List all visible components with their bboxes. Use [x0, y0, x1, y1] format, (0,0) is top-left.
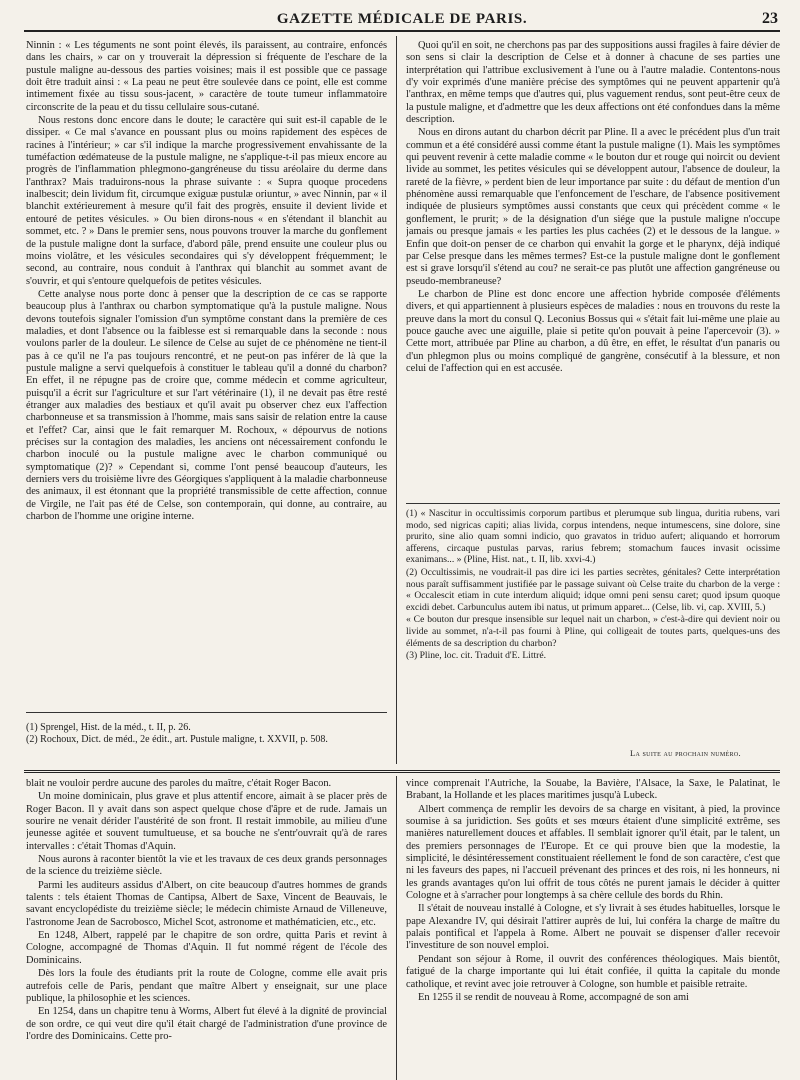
column-divider: [396, 776, 397, 1080]
footnote: (1) « Nascitur in occultissimis corporum partibus et plerumque sub lingua, duritia rubens, vari modo, sed nigricas capiti; alias livida, corpus intendens, neque intumescens, sine dolore, sine prurito, sine alio quam somni indicio, quo gravatos in triduo aufert; aliquando et horrorum afferens, circaque pustulas parvas, rarius febrem; stomachum fauces invasit ocissime exanimans... » (Pline, Hist. nat., t. II, lib. xxvi-4.): [406, 508, 780, 566]
footnote: (1) Sprengel, Hist. de la méd., t. II, p. 26.: [26, 722, 191, 733]
paragraph: Quoi qu'il en soit, ne cherchons pas par des suppositions aussi fragiles à faire dévier de son sens si clair la description de Celse et à donner à chacune de ses parties une interprétation qui l'attribue exclusivement à l'une ou à l'autre maladie. Contentons-nous d'y voir exprimés d'une manière précise des symptômes qui ne peuvent appartenir qu'à l'anthrax, en même temps que d'autres qui, plus vaguement rendus, sont peut-être ceux de la pustule maligne, et d'admettre que les deux affections ont été confondues dans la même description.: [406, 40, 780, 126]
paragraph: Nous restons donc encore dans le doute; le caractère qui suit est-il capable de le dissiper. « Ce mal s'avance en poussant plus ou moins rapidement des espèces de racines à l'intérieur; » car s'il indique la marche progressivement envahissante de la tuméfaction œdémateuse de la pustule maligne, ne s'applique-t-il pas mieux encore au progrès de l'inflammation phlegmono-gangréneuse du tissu aréolaire du derme dans l'anthrax? Mais traduirons-nous la phrase suivante : « Supra quoque procedens inalbescit; dein lividum fit, circumque exiguæ pustulæ oriuntur, » avec Ninnin, par « il blanchit extérieurement à mesure qu'il fait des progrès, ensuite il devient livide et entouré de petites vésicules. » Ou bien dirons-nous « en s'étendant il blanchit au sommet, etc. ? » Dans le premier sens, nous pouvons trouver la marche du gonflement de la pustule maligne dont la surface, d'abord pâle, prend ensuite une couleur plus ou moins violâtre, et les vésicules secondaires qui s'y développent fréquemment; le second, au contraire, nous conduit à l'anthrax qui blanchit au sommet avant de s'ouvrir, et qui s'entoure quelquefois de petites vésicules.: [26, 115, 387, 287]
paragraph: Albert commença de remplir les devoirs de sa charge en visitant, à pied, la province soumise à sa juridiction. Ses goûts et ses mœurs étaient d'une simplicité extrême, ses manières naturellement douces et affables. Il semblait ignorer qu'il était, par le talent, un des premiers personnages de l'Europe. Et ce qui prouve bien que la modestie, la simplicité, le désintéressement constituaient réellement le fond de son caractère, c'est que ni les faveurs des papes, ni l'accueil prévenant des princes et des rois, ni les honneurs, ni les grands avantages qu'on lui offrit de tous côtés ne purent jamais le décider à quitter Cologne et à s'arracher pour longtemps à sa chère cellule des bords du Rhin.: [406, 803, 780, 902]
footnotes-right: [406, 508, 780, 758]
paragraph: Nous aurons à raconter bientôt la vie et les travaux de ces deux grands personnages de la science du treizième siècle.: [26, 854, 387, 878]
footnote: « Ce bouton dur presque insensible sur lequel nait un charbon, » c'est-à-dire qui devient noir ou livide au sommet, n'a-t-il pas fourni à Pline, qui colligeait de toutes parts, quelques-uns des éléments de sa description du charbon?: [406, 614, 780, 649]
paragraph: Ninnin : « Les téguments ne sont point élevés, ils paraissent, au contraire, enfoncés dans les chairs, » car on y trouverait la dépression si fréquente de l'eschare de la pustule maligne au-dessous des parties voisines; mais il est possible que ce passage doit être traduit ainsi : « La peau ne peut être soulevée dans ce point, elle est comme intimement fixée au tissu sous-jacent, » caractère de toute tumeur inflammatoire circonscrite de la peau et du tissu cellulaire sous-cutané.: [26, 40, 387, 113]
footnote: (2) Rochoux, Dict. de méd., 2e édit., art. Pustule maligne, t. XXVII, p. 508.: [26, 734, 328, 746]
feuilleton-divider: [24, 770, 780, 773]
paragraph: Nous en dirons autant du charbon décrit par Pline. Il a avec le précédent plus d'un trait commun et a été considéré aussi comme étant la pustule maligne (1). Mais les symptômes qui peuvent revenir à cette maladie comme « le bouton dur et rouge qui noircit ou devient livide au sommet, les petites vésicules qui se développent autour, l'absence de douleur, la rareté de la fièvre, » perdent bien de leur importance par suite : du défaut de mention d'un phénomène aussi remarquable que l'enfoncement de l'eschare, de l'absence positivement indiquée de plusieurs symptômes aussi constants que ceux qui précèdent comme « le gonflement, le prurit; » de la désignation d'un siége que la pustule maligne n'occupe jamais ou presque jamais « les parties les plus cachées (2) et le dessous de la langue. » Enfin que doit-on penser de ce charbon qui envahit la gorge et le pharynx, déjà indiqué par Celse presque dans les mêmes termes? Est-ce la pustule maligne dont le gonflement est si grave lorsqu'il s'étend au cou? ne serait-ce pas plutôt une affection gangréneuse ou pseudo-membraneuse?: [406, 127, 780, 287]
paragraph: Cette analyse nous porte donc à penser que la description de ce cas se rapporte beaucoup plus à l'anthrax ou charbon symptomatique qu'à la pustule maligne. Nous devons toutefois signaler l'omission d'un symptôme constant dans la première de ces maladies, et dont l'absence ou la faiblesse est si remarquable dans la seconde : nous voulons parler de la douleur. Le silence de Celse au sujet de ce phénomène ne tient-il pas à ce qu'il ne l'a pas toujours rencontré, et ne peut-on pas inférer de là que la pustule maligne a servi quelquefois à constituer le tableau qu'il a donné du charbon? En effet, il ne répugne pas de croire que, comme médecin et comme agriculteur, puisqu'il a écrit sur l'agriculture et sur l'art vétérinaire (1), il ne devait pas être resté étranger aux maladies des bestiaux et qu'il avait pu observer chez eux l'affection charbonneuse et sa transmission à l'homme, mais sans saisir de relation entre la cause et l'effet? Car, ainsi que le fait remarquer M. Rochoux, « dépourvus de notions précises sur la contagion des maladies, les anciens ont nécessairement confondu le charbon inoculé ou la pustule maligne avec le charbon communiqué ou symptomatique (2)? » Cependant si, comme l'ont pensé beaucoup d'auteurs, les derniers vers du troisième livre des Géorgiques s'appliquent à la maladie charbonneuse des animaux, il est étonnant que la propriété transmissible de cette affection, connue de Virgile, ne l'ait pas été de Celse, son contemporain, qui donne, au contraire, au charbon de l'homme une origine interne.: [26, 288, 387, 523]
bottom-right-column: [406, 778, 780, 1078]
paragraph: vince comprenait l'Autriche, la Souabe, la Bavière, l'Alsace, la Saxe, le Palatinat, le Brabant, la Hollande et les places maritimes jusqu'à Lubeck.: [406, 778, 780, 802]
paragraph: Le charbon de Pline est donc encore une affection hybride composée d'éléments divers, et qui appartiennent à plusieurs espèces de maladies : nous en trouvons du reste la preuve dans la mort du consul Q. Leconius Bossus qui « s'était fait lui-même une plaie au pouce gauche avec une aiguille, plaie si petite qu'on pouvait à peine l'apercevoir (3). » Cette mort, attribuée par Pline au charbon, a dû être, en effet, le résultat d'un panaris ou d'un phlegmon plus ou moins compliqué de gangrène, consécutif à la blessure, et non celui de l'affection qui en est accusée.: [406, 288, 780, 374]
page-number: 23: [762, 10, 778, 27]
paragraph: Parmi les auditeurs assidus d'Albert, on cite beaucoup d'autres hommes de grands talents : tels étaient Thomas de Cantipsa, Albert de Saxe, Vincent de Beauvais, le savant encyclopédiste du treizième siècle; le médecin chimiste Arnaud de Villeneuve, l'astronome Jean de Sacrobosco, Michel Scot, astronome et mathématicien, etc., etc.: [26, 879, 387, 928]
paragraph: Un moine dominicain, plus grave et plus attentif encore, aimait à se placer près de Roger Bacon. Il y avait dans son aspect quelque chose d'âpre et de rude. Jamais un sourire ne venait dérider l'austérité de son front. Il restait immobile, au milieu d'une jeunesse agitée et souvent tumultueuse, et sa bouche ne s'entr'ouvrait qu'à de rares intervalles : c'était Thomas d'Aquin.: [26, 791, 387, 852]
paragraph: En 1248, Albert, rappelé par le chapitre de son ordre, quitta Paris et revint à Cologne, accompagné de Thomas d'Aquin. Il fut nommé régent de l'école des Dominicains.: [26, 930, 387, 966]
paragraph: En 1255 il se rendit de nouveau à Rome, accompagné de son ami: [418, 991, 689, 1003]
paragraph: Dès lors la foule des étudiants prit la route de Cologne, comme elle avait pris autrefois celle de Paris, pendant que maître Albert y enseignait, sur une place publique, la philosophie et les sciences.: [26, 968, 387, 1004]
top-left-column: [26, 40, 387, 704]
paragraph: blait ne vouloir perdre aucune des paroles du maître, c'était Roger Bacon.: [26, 778, 332, 789]
page-header: [24, 10, 780, 32]
footnote-divider: [26, 712, 387, 713]
footnote: (2) Occultissimis, ne voudrait-il pas dire ici les parties secrètes, génitales? Cette interprétation nous paraît suffisamment justifiée par le passage suivant où Celse traite du charbon de la verge : « Occalescit etiam in cute interdum aliquid; idque omni peni sensu caret; quod ipsum quoque excidi debet. Carbunculus autem ibi natus, ut primum apparet... (Celse, lib. vi, cap. XVIII, 5.): [406, 566, 780, 613]
paragraph: Pendant son séjour à Rome, il ouvrit des conférences théologiques. Mais bientôt, fatigué de la charge importante qui lui était confiée, il quitta la capitale du monde catholique, et revint avec joie retrouver à Cologne, son humble et paisible retraite.: [406, 953, 780, 990]
paragraph: Il s'était de nouveau installé à Cologne, et s'y livrait à ses études habituelles, lorsque le pape Alexandre IV, qui désirait l'attirer auprès de lui, lui conféra la charge de maître du palais pontifical et l'appela à Rome. Albert ne pouvait se dispenser d'aller recevoir l'investiture de son nouvel emploi.: [406, 903, 780, 952]
footnotes-left: [26, 722, 387, 766]
journal-title: GAZETTE MÉDICALE DE PARIS.: [276, 11, 528, 27]
paragraph: En 1254, dans un chapitre tenu à Worms, Albert fut élevé à la dignité de provincial de son ordre, ce qui veut dire qu'il était chargé de l'administration d'une province de l'ordre des Dominicains. Cette pro-: [26, 1006, 387, 1042]
bottom-left-column: [26, 778, 387, 1078]
continuation-note: La suite au prochain numéro.: [630, 748, 741, 758]
footnote: (3) Pline, loc. cit. Traduit d'E. Littré.: [406, 650, 547, 662]
column-divider: [396, 36, 397, 764]
footnote-divider: [406, 503, 780, 504]
top-right-column: [406, 40, 780, 500]
